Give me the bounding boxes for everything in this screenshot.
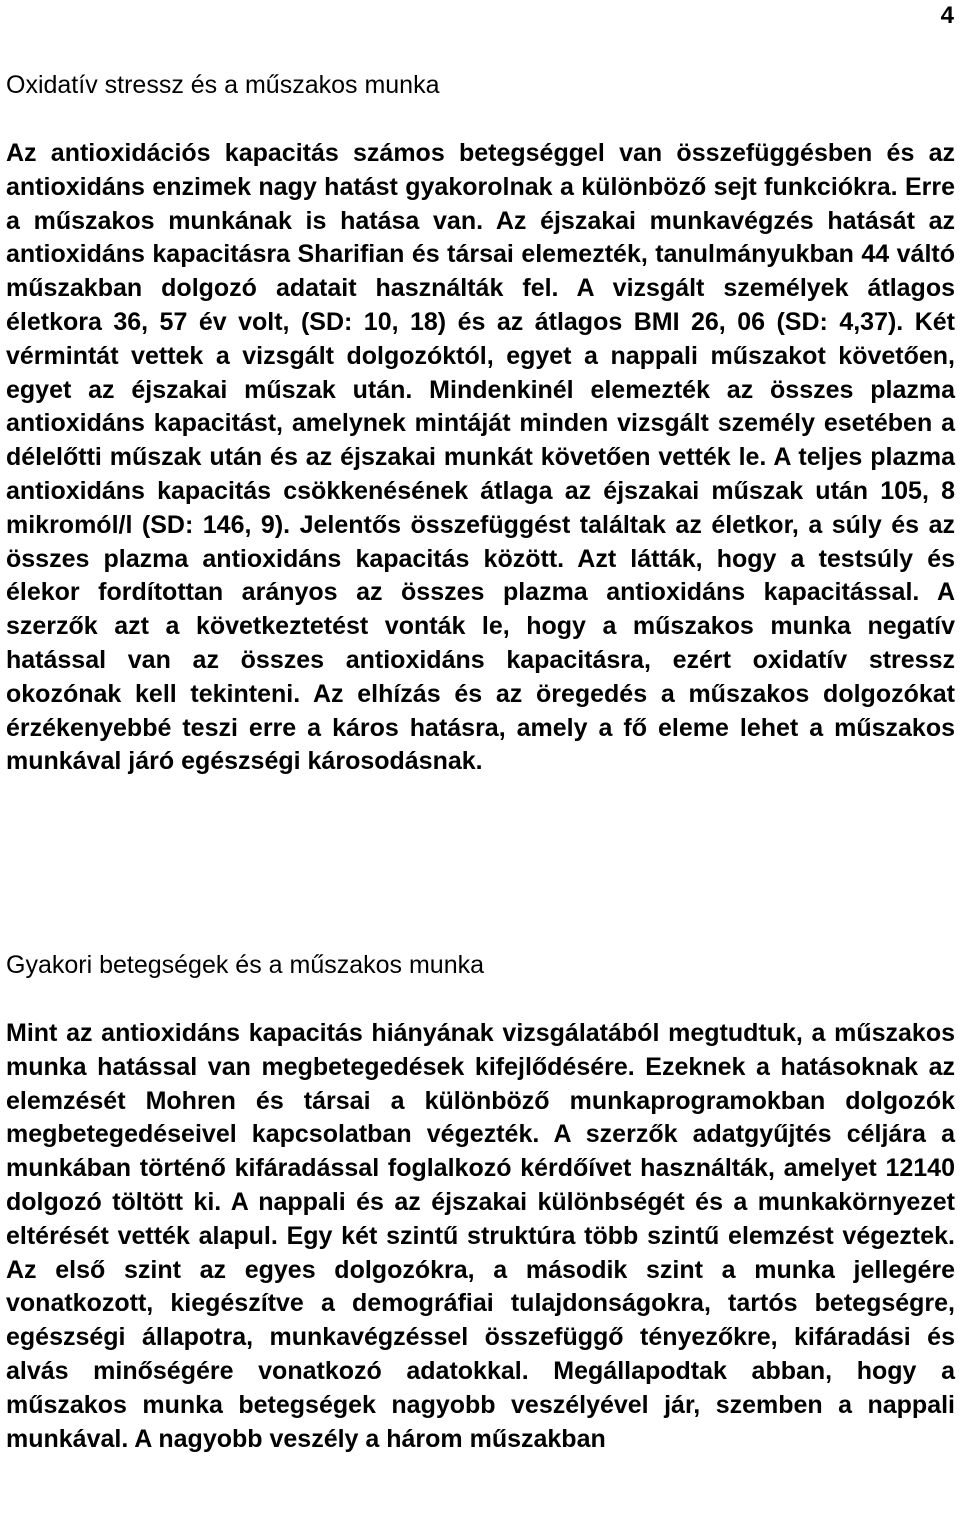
section-body-oxidative-stress: Az antioxidációs kapacitás számos betegséggel van összefüggésben és az antioxidáns enzimek nagy hatást gyakorolnak a különböző sejt funkciókra. Erre a műszakos munkának is hatása van. Az éjszakai munkavégzés hatását az antioxidáns kapacitásra Sharifian és társai elemezték, tanulmányukban 44 váltó műszakban dolgozó adatait használták fel. A vizsgált személyek átlagos életkora 36, 57 év volt, (SD: 10, 18) és az átlagos BMI 26, 06 (SD: 4,37). Két vérmintát vettek a vizsgált dolgozóktól, egyet a nappali műszakot követően, egyet az éjszakai műszak után. Mindenkinél elemezték az összes plazma antioxidáns kapacitást, amelynek mintáját minden vizsgált személy esetében a délelőtti műszak után és az éjszakai munkát követően vették le. A teljes plazma antioxidáns kapacitás csökkenésének átlaga az éjszakai műszak után 105, 8 mikromól/l (SD: 146, 9). Jelentős összefüggést találtak az életkor, a súly és az összes plazma antioxidáns kapacitás között. Azt látták, hogy a testsúly és élekor fordítottan arányos az összes plazma antioxidáns kapacitással. A szerzők azt a következtetést vonták le, hogy a műszakos munka negatív hatással van az összes antioxidáns kapacitásra, ezért oxidatív stressz okozónak kell tekinteni. Az elhízás és az öregedés a műszakos dolgozókat érzékenyebbé teszi erre a káros hatásra, amely a fő eleme lehet a műszakos munkával járó egészségi károsodásnak. [6,139,955,776]
section-body-common-diseases: Mint az antioxidáns kapacitás hiányának vizsgálatából megtudtuk, a műszakos munka hatással van megbetegedések kifejlődésére. Ezeknek a hatásoknak az elemzését Mohren és társai a különböző munkaprogramokban dolgozók megbetegedéseivel kapcsolatban végezték. A szerzők adatgyűjtés céljára a munkában történő kifáradással foglalkozó kérdőívet használták, amelyet 12140 dolgozó töltött ki. A nappali és az éjszakai különbségét és a munkakörnyezet eltérését vették alapul. Egy két szintű struktúra több szintű elemzést végeztek. Az első szint az egyes dolgozókra, a második szint a munka jellegére vonatkozott, kiegészítve a demográfiai tulajdonságokra, tartós betegségre, egészségi állapotra, munkavégzéssel összefüggő tényezőkre, kifáradási és alvás minőségére vonatkozó adatokkal. Megállapodtak abban, hogy a műszakos munka betegségek nagyobb veszélyével jár, szemben a nappali munkával. A nagyobb veszély a három műszakban [6,1019,955,1453]
section-heading-common-diseases: Gyakori betegségek és a műszakos munka [6,951,485,979]
section-heading-oxidative-stress: Oxidatív stressz és a műszakos munka [6,71,440,99]
page-number: 4 [940,2,954,29]
